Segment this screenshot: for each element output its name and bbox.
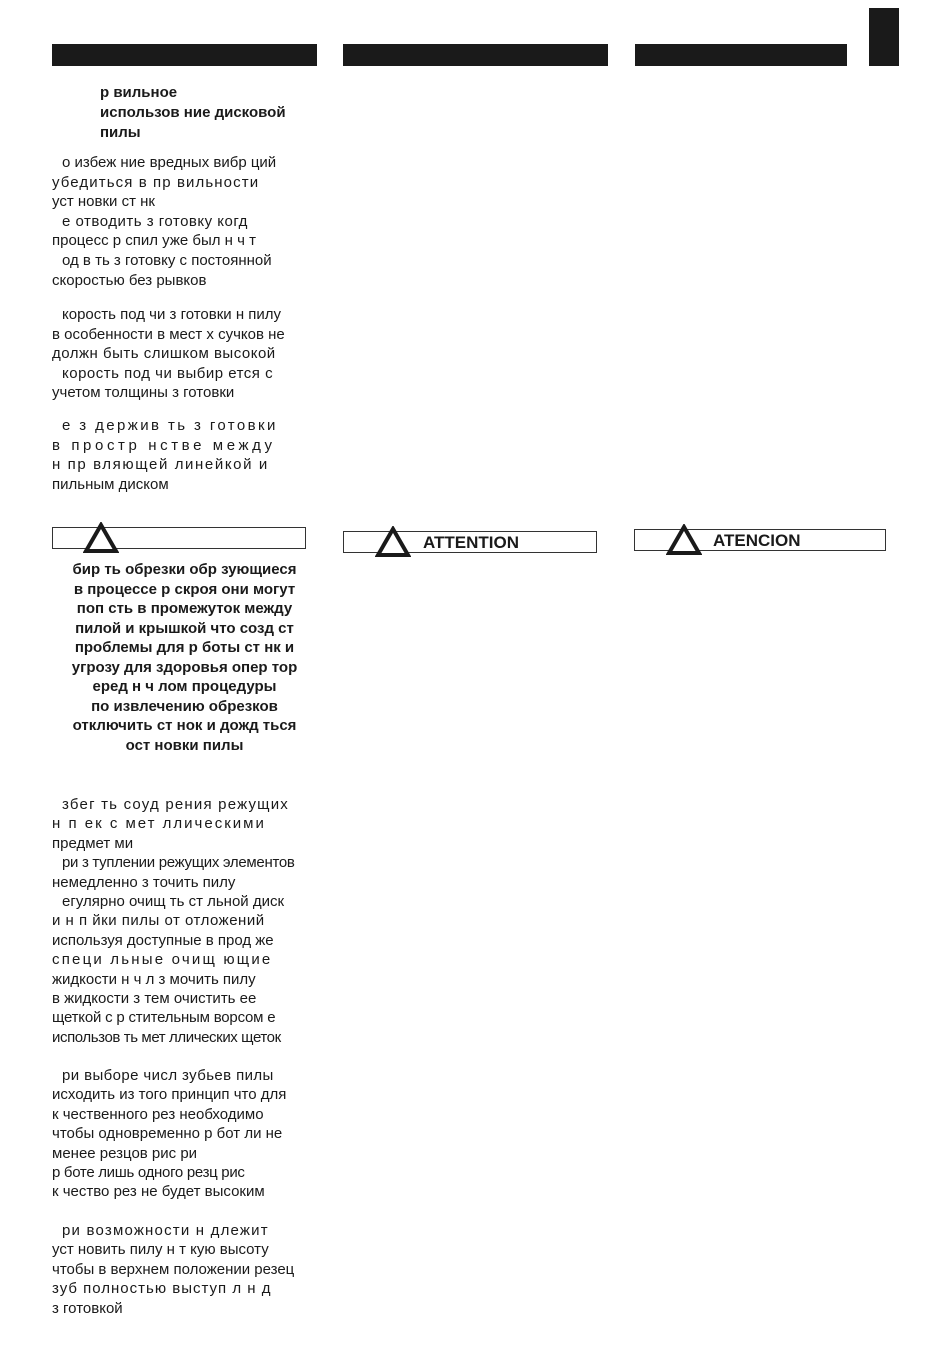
paragraph-holding: е з держив ть з готовки в простр нстве между н пр вляющей линейкой и пильным диском xyxy=(52,417,278,493)
warning-label-es: ATENCION xyxy=(713,531,801,550)
section-heading: р вильное использов ние дисковой пилы xyxy=(100,84,286,141)
column-header-bar-1 xyxy=(52,44,317,66)
paragraph-vibration: о избеж ние вредных вибр ций убедиться в пр вильности уст новки ст нк е отводить з готовку когд процесс р спил уже был н ч т од в ть з готовку с постоянной скоростью без рывков xyxy=(52,154,277,289)
paragraph-teeth: ри выборе числ зубьев пилы исходить из того принцип что для к чественного рез необходимо чтобы одновременно р бот ли не менее резцов рис ри р боте лишь одного резц рис к чество рез не будет высоким xyxy=(52,1067,287,1201)
warning-text-ru: бир ть обрезки обр зующиеся в процессе р скроя они могут поп сть в промежуток между пилой и крышкой что созд ст проблемы для р боты ст нк и угрозу для здоровья опер тор еред н ч лом процедуры по извлечению обрезков отключить ст нок и дожд ться ост новки пилы xyxy=(71,561,298,754)
column-header-bar-2 xyxy=(343,44,608,66)
column-header-bar-3 xyxy=(635,44,847,66)
paragraph-maintenance: збег ть соуд рения режущих н п ек с мет ллическими предмет ми ри з туплении режущих элементов немедленно з точить пилу егулярно очищ ть ст льной диск и н п йки пилы от отложений используя доступные в прод же специ льные очищ ющие жидкости н ч л з мочить пилу в жидкости з тем очистить ее щеткой с р стительным ворсом е использов ть мет ллических щеток xyxy=(52,796,295,1046)
warning-label-en: ATTENTION xyxy=(423,533,520,552)
paragraph-height: ри возможности н длежит уст новить пилу н т кую высоту чтобы в верхнем положении резец зуб полностью выступ л н д з готовкой xyxy=(52,1222,295,1317)
paragraph-feed-speed: корость под чи з готовки н пилу в особенности в мест х сучков не должн быть слишком высокой корость под чи выбир ется с учетом толщины з готовки xyxy=(52,306,285,402)
warning-triangle-icon xyxy=(83,522,119,554)
warning-triangle-icon xyxy=(375,526,411,558)
section-tab xyxy=(869,8,899,66)
warning-triangle-icon xyxy=(666,524,702,556)
